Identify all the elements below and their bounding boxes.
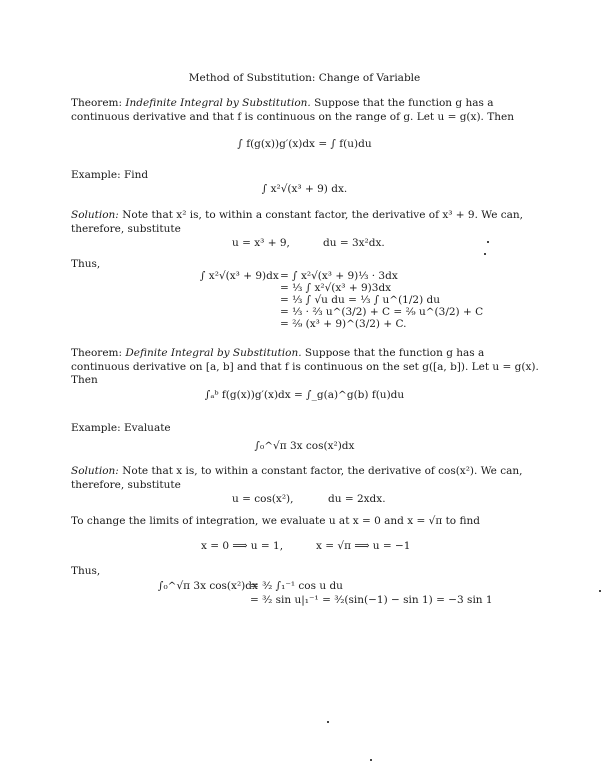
thus-label: Thus, bbox=[71, 258, 101, 270]
substitution-u: u = cos(x²), bbox=[232, 493, 294, 505]
example-prompt: Example: Evaluate bbox=[71, 422, 171, 434]
substitution-du: du = 3x²dx. bbox=[323, 237, 385, 249]
scan-speck bbox=[370, 759, 372, 761]
solution-label: Solution: bbox=[71, 209, 119, 221]
theorem-text: Suppose that the function g has a continuous derivative and that f is continuous on the range of g. Let u = g(x). Then bbox=[71, 97, 514, 123]
theorem-label: Theorem: bbox=[71, 97, 123, 109]
scan-speck bbox=[487, 241, 489, 243]
theorem-label: Theorem: bbox=[71, 347, 123, 359]
limits-text: To change the limits of integration, we evaluate u at x = 0 and x = √π to find bbox=[71, 515, 480, 527]
solution-text: Note that x² is, to within a constant factor, the derivative of x³ + 9. We can, therefore, substitute bbox=[71, 209, 524, 235]
derivation-step: = ⅓ · ⅔ u^(3/2) + C = ²⁄₉ u^(3/2) + C bbox=[280, 306, 484, 318]
theorem-indefinite bbox=[71, 97, 543, 124]
theorem-text: Suppose that the function g has a continuous derivative on [a, b] and that f is continuous on the set g([a, b]). Let u = g(x). Then bbox=[71, 347, 539, 387]
solution-paragraph bbox=[71, 465, 543, 492]
theorem-formula: ∫ₐᵇ f(g(x))g′(x)dx = ∫_g(a)^g(b) f(u)du bbox=[204, 389, 405, 401]
example-integral: ∫ x²√(x³ + 9) dx. bbox=[261, 183, 348, 195]
limit-lower: x = 0 ⟹ u = 1, bbox=[201, 540, 284, 552]
example-prompt: Example: Find bbox=[71, 169, 149, 181]
example-integral: ∫₀^√π 3x cos(x²)dx bbox=[254, 440, 355, 452]
substitution-u: u = x³ + 9, bbox=[232, 237, 290, 249]
derivation-step: = ⅓ ∫ √u du = ⅓ ∫ u^(1/2) du bbox=[280, 294, 441, 306]
limit-upper: x = √π ⟹ u = −1 bbox=[316, 540, 411, 552]
derivation-step: = ³⁄₂ sin u|₁⁻¹ = ³⁄₂(sin(−1) − sin 1) = −3 sin 1 bbox=[250, 594, 493, 606]
solution-label: Solution: bbox=[71, 465, 119, 477]
scan-speck bbox=[484, 253, 486, 255]
page-title: Method of Substitution: Change of Variable bbox=[188, 72, 421, 84]
theorem-name: Definite Integral by Substitution. bbox=[125, 347, 302, 359]
solution-paragraph bbox=[71, 209, 543, 236]
scan-speck bbox=[599, 590, 601, 592]
derivation-lhs: ∫ x²√(x³ + 9)dx bbox=[200, 270, 279, 282]
scan-speck bbox=[327, 721, 329, 723]
theorem-name: Indefinite Integral by Substitution. bbox=[125, 97, 311, 109]
solution-text: Note that x is, to within a constant factor, the derivative of cos(x²). We can, therefore, substitute bbox=[71, 465, 523, 491]
derivation-step: = ⅓ ∫ x²√(x³ + 9)3dx bbox=[280, 282, 392, 294]
derivation-lhs: ∫₀^√π 3x cos(x²)dx bbox=[158, 580, 258, 592]
theorem-definite bbox=[71, 347, 543, 388]
derivation-step: = ³⁄₂ ∫₁⁻¹ cos u du bbox=[250, 580, 343, 592]
derivation-step: = ²⁄₉ (x³ + 9)^(3/2) + C. bbox=[280, 318, 407, 330]
theorem-formula: ∫ f(g(x))g′(x)dx = ∫ f(u)du bbox=[237, 138, 372, 150]
derivation-step: = ∫ x²√(x³ + 9)⅓ · 3dx bbox=[280, 270, 398, 282]
thus-label: Thus, bbox=[71, 565, 101, 577]
substitution-du: du = 2xdx. bbox=[328, 493, 386, 505]
